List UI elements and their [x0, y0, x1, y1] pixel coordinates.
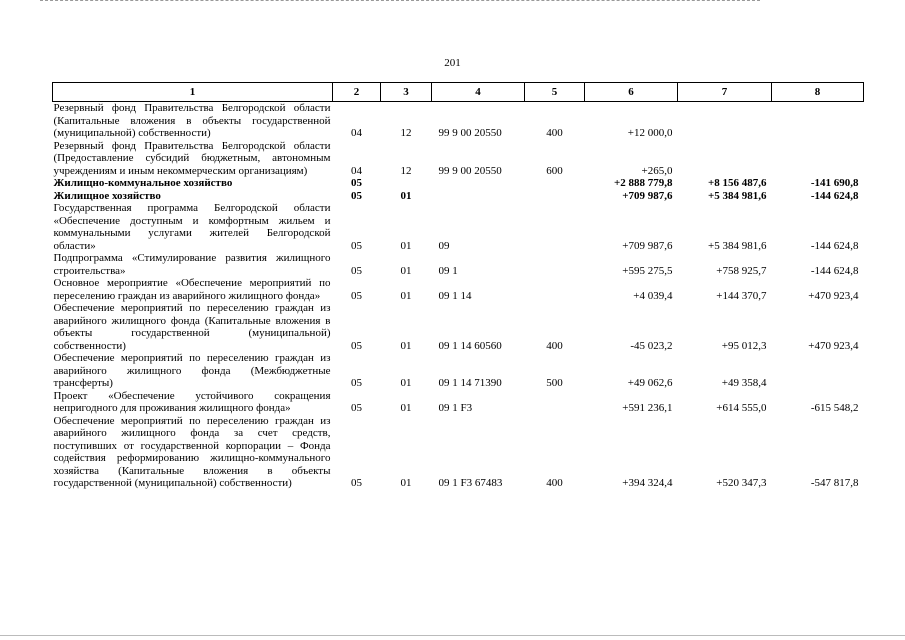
bottom-border-line: [0, 635, 905, 636]
row-amount-2020: +394 324,4: [622, 477, 673, 489]
row-amount-2021: +49 358,4: [721, 377, 767, 389]
row-expense-type: 400: [546, 477, 563, 489]
row-name: Обеспечение мероприятий по переселению граждан из аварийного жилищного фонда за счет средств, поступивших от государственной корпорации – Фонда содействия реформированию жилищно-коммунального хозяйства (Капитальные вложения в объекты государственной (муниципальной) собственности): [53, 414, 331, 489]
row-target-article: 09 1: [438, 264, 458, 277]
row-amount-2020: +591 236,1: [622, 402, 673, 414]
row-amount-2021: +8 156 487,6: [707, 177, 767, 189]
table-row: [53, 102, 864, 140]
row-amount-2021: +95 012,3: [721, 339, 767, 352]
row-name: Жилищное хозяйство: [53, 189, 161, 202]
row-target-article: [432, 190, 525, 203]
table-row: [53, 302, 864, 352]
row-amount-2022: -141 690,8: [810, 177, 859, 189]
row-amount-2021: [678, 102, 772, 140]
row-amount-2022: +470 923,4: [808, 339, 859, 352]
row-amount-2021: +758 925,7: [716, 264, 767, 277]
row-section: 05: [351, 239, 362, 252]
row-subsection: 01: [400, 339, 412, 352]
row-subsection: 01: [400, 402, 412, 414]
table-row: [53, 252, 864, 277]
header-cell: 6: [585, 83, 678, 102]
row-name: Обеспечение мероприятий по переселению граждан из аварийного жилищного фонда (Капитальные вложения в объекты государственной (муниципальной) собственности): [53, 302, 331, 352]
table-row: [53, 415, 864, 490]
row-amount-2020: +595 275,5: [622, 264, 673, 277]
row-amount-2020: +265,0: [641, 164, 673, 177]
row-subsection: 01: [400, 189, 412, 202]
row-expense-type: [525, 177, 585, 190]
row-amount-2021: [678, 140, 772, 178]
row-section: 04: [351, 127, 362, 139]
row-section: 05: [351, 177, 362, 189]
row-section: 05: [351, 264, 362, 277]
row-expense-type: [525, 252, 585, 277]
row-target-article: 09 1 14 71390: [438, 377, 502, 389]
row-amount-2021: +520 347,3: [716, 477, 767, 489]
row-expense-type: [525, 390, 585, 415]
row-expense-type: [525, 202, 585, 252]
row-amount-2022: -547 817,8: [810, 477, 859, 489]
row-amount-2020: +4 039,4: [633, 289, 673, 302]
row-expense-type: 400: [546, 127, 563, 139]
row-expense-type: [525, 190, 585, 203]
table-row: [53, 177, 864, 190]
row-name: Жилищно-коммунальное хозяйство: [53, 177, 233, 189]
row-section: 05: [351, 339, 362, 352]
header-cell: 3: [381, 83, 432, 102]
row-name: Подпрограмма «Стимулирование развития жилищного строительства»: [53, 252, 331, 277]
table-row: [53, 202, 864, 252]
row-amount-2021: +5 384 981,6: [708, 239, 767, 252]
header-cell: 7: [678, 83, 772, 102]
row-amount-2020: +49 062,6: [627, 377, 673, 389]
row-amount-2022: -144 624,8: [810, 189, 859, 202]
row-section: 05: [351, 189, 362, 202]
table-row: [53, 352, 864, 390]
table-row: [53, 140, 864, 178]
row-expense-type: 400: [546, 339, 563, 352]
table-row: [53, 277, 864, 302]
row-subsection: 12: [400, 164, 412, 177]
header-cell: 8: [772, 83, 864, 102]
budget-table: [52, 82, 864, 490]
row-section: 04: [351, 164, 362, 177]
row-subsection: [381, 177, 432, 190]
top-border-line: [40, 0, 760, 1]
row-expense-type: 500: [546, 377, 563, 389]
row-section: 05: [351, 402, 362, 414]
row-target-article: 99 9 00 20550: [438, 164, 502, 177]
row-amount-2020: +2 888 779,8: [613, 177, 673, 189]
row-subsection: 01: [400, 377, 412, 389]
row-section: 05: [351, 289, 362, 302]
header-cell: 2: [333, 83, 381, 102]
row-amount-2022: -615 548,2: [810, 402, 859, 414]
row-subsection: 01: [400, 264, 412, 277]
row-amount-2022: [772, 352, 864, 390]
row-amount-2022: [772, 102, 864, 140]
row-amount-2021: +5 384 981,6: [707, 189, 767, 202]
header-cell: 5: [525, 83, 585, 102]
table-row: [53, 390, 864, 415]
row-target-article: 09 1 F3 67483: [438, 477, 503, 489]
row-subsection: 01: [400, 239, 412, 252]
row-target-article: 09 1 14 60560: [438, 339, 502, 352]
row-target-article: 99 9 00 20550: [438, 127, 502, 139]
row-subsection: 01: [400, 477, 412, 489]
row-target-article: 09: [438, 239, 450, 252]
row-section: 05: [351, 477, 362, 489]
row-amount-2022: +470 923,4: [808, 289, 859, 302]
row-target-article: 09 1 14: [438, 289, 472, 302]
row-subsection: 01: [400, 289, 412, 302]
row-amount-2020: +709 987,6: [622, 189, 673, 202]
row-expense-type: 600: [546, 164, 563, 177]
row-name: Резервный фонд Правительства Белгородской области (Предоставление субсидий бюджетным, автономным учреждениям и иным некоммерческим организациям): [53, 139, 331, 177]
row-section: 05: [351, 377, 362, 389]
row-name: Проект «Обеспечение устойчивого сокращения непригодного для проживания жилищного фонда»: [53, 389, 331, 414]
header-cell: 4: [432, 83, 525, 102]
row-amount-2020: +709 987,6: [622, 239, 673, 252]
table-row: [53, 190, 864, 203]
row-amount-2020: +12 000,0: [627, 127, 673, 139]
row-name: Обеспечение мероприятий по переселению граждан из аварийного жилищного фонда (Межбюджетные трансферты): [53, 352, 331, 389]
row-amount-2021: +144 370,7: [716, 289, 767, 302]
row-target-article: [432, 177, 525, 190]
page-number: 201: [444, 57, 461, 69]
row-amount-2020: -45 023,2: [630, 339, 673, 352]
row-amount-2021: +614 555,0: [716, 402, 767, 414]
header-cell: 1: [53, 83, 333, 102]
row-name: Резервный фонд Правительства Белгородской области (Капитальные вложения в объекты государственной (муниципальной) собственности): [53, 102, 331, 139]
row-amount-2022: -144 624,8: [810, 264, 859, 277]
row-expense-type: [525, 277, 585, 302]
row-target-article: 09 1 F3: [438, 402, 473, 414]
table-header-row: [53, 83, 864, 102]
row-amount-2022: [772, 140, 864, 178]
row-name: Государственная программа Белгородской области «Обеспечение доступным и комфортным жильем и коммунальными услугами жителей Белгородской области»: [53, 202, 331, 252]
row-subsection: 12: [400, 127, 412, 139]
row-amount-2022: -144 624,8: [810, 239, 859, 252]
row-name: Основное мероприятие «Обеспечение мероприятий по переселению граждан из аварийного жилищного фонда»: [53, 277, 331, 302]
